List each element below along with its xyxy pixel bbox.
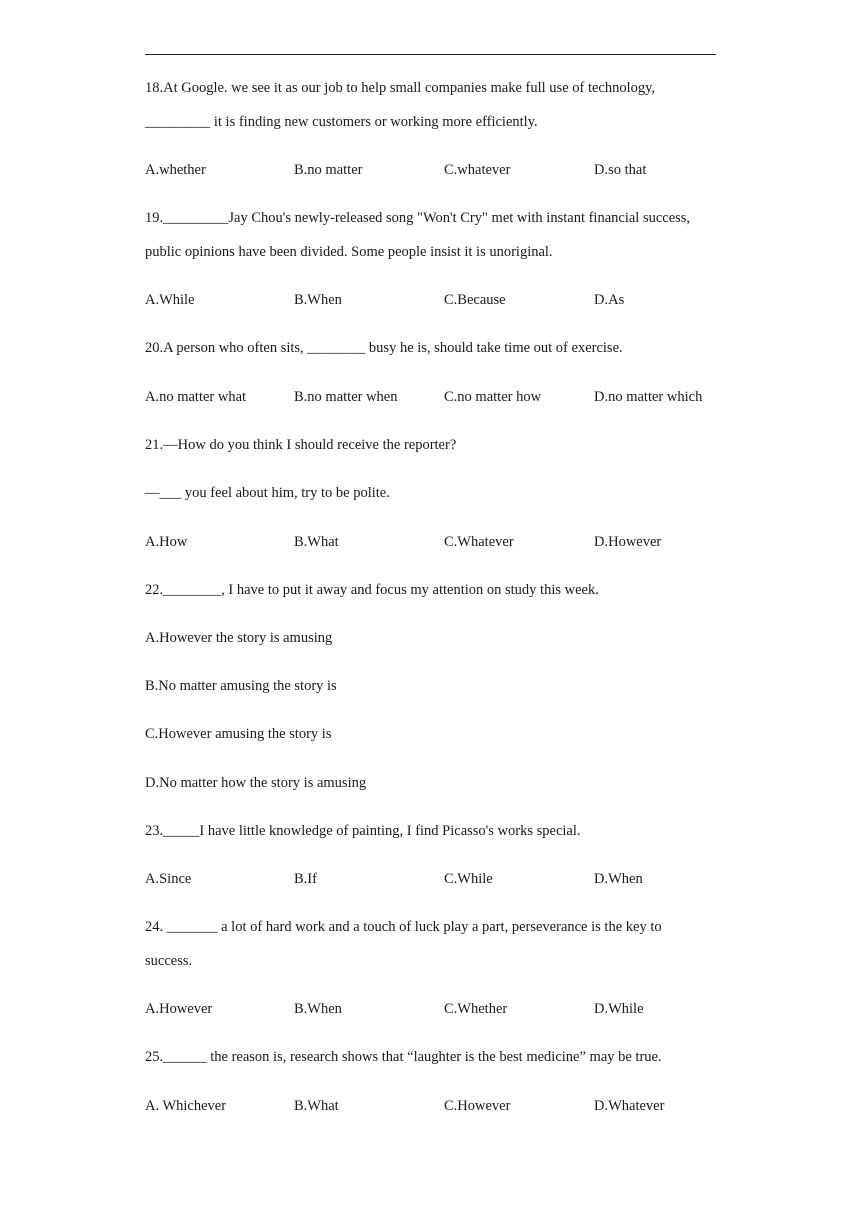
question-22-option-b: B.No matter amusing the story is <box>145 678 337 694</box>
question-21-stem-line2: —___ you feel about him, try to be polite. <box>145 485 390 501</box>
question-25-option-b: B.What <box>294 1098 339 1114</box>
question-20-option-d: D.no matter which <box>594 389 703 405</box>
question-19-stem-line1: 19._________Jay Chou's newly-released song "Won't Cry" met with instant financial success, <box>145 210 691 226</box>
question-24-stem-line2: success. <box>145 953 193 969</box>
question-21-option-d: D.However <box>594 534 662 550</box>
question-21-stem-line1: 21.—How do you think I should receive the reporter? <box>145 437 457 453</box>
question-23-option-d: D.When <box>594 871 643 887</box>
question-21-option-b: B.What <box>294 534 339 550</box>
question-25-option-a: A. Whichever <box>145 1098 227 1114</box>
question-19-option-c: C.Because <box>444 292 506 308</box>
question-23-stem: 23._____I have little knowledge of painting, I find Picasso's works special. <box>145 823 581 839</box>
question-25-stem: 25.______ the reason is, research shows that “laughter is the best medicine” may be true. <box>145 1049 662 1065</box>
question-21-option-c: C.Whatever <box>444 534 514 550</box>
question-24-option-b: B.When <box>294 1001 342 1017</box>
question-20-option-c: C.no matter how <box>444 389 542 405</box>
question-24-stem-line1: 24. _______ a lot of hard work and a touch of luck play a part, perseverance is the key to <box>145 919 662 935</box>
question-19-stem-line2: public opinions have been divided. Some people insist it is unoriginal. <box>145 244 553 260</box>
question-18-stem-line1: 18.At Google. we see it as our job to help small companies make full use of technology, <box>145 80 656 96</box>
question-18-stem-line2: _________ it is finding new customers or working more efficiently. <box>145 114 538 130</box>
question-22-stem: 22.________, I have to put it away and focus my attention on study this week. <box>145 582 599 598</box>
question-22-option-a: A.However the story is amusing <box>145 630 333 646</box>
question-23-option-c: C.While <box>444 871 493 887</box>
question-19-option-b: B.When <box>294 292 342 308</box>
question-24-option-c: C.Whether <box>444 1001 508 1017</box>
question-23-option-b: B.If <box>294 871 317 887</box>
question-25-option-c: C.However <box>444 1098 511 1114</box>
question-18-option-d: D.so that <box>594 162 647 178</box>
question-19-option-d: D.As <box>594 292 625 308</box>
question-22-option-d: D.No matter how the story is amusing <box>145 775 367 791</box>
question-19-option-a: A.While <box>145 292 195 308</box>
question-22-option-c: C.However amusing the story is <box>145 726 332 742</box>
question-20-stem: 20.A person who often sits, ________ busy he is, should take time out of exercise. <box>145 340 623 356</box>
header-rule <box>145 54 716 55</box>
question-20-option-b: B.no matter when <box>294 389 398 405</box>
question-18-option-b: B.no matter <box>294 162 363 178</box>
question-23-option-a: A.Since <box>145 871 192 887</box>
question-20-option-a: A.no matter what <box>145 389 247 405</box>
question-25-option-d: D.Whatever <box>594 1098 665 1114</box>
question-24-option-a: A.However <box>145 1001 213 1017</box>
question-18-option-a: A.whether <box>145 162 206 178</box>
question-21-option-a: A.How <box>145 534 188 550</box>
question-18-option-c: C.whatever <box>444 162 511 178</box>
question-24-option-d: D.While <box>594 1001 644 1017</box>
